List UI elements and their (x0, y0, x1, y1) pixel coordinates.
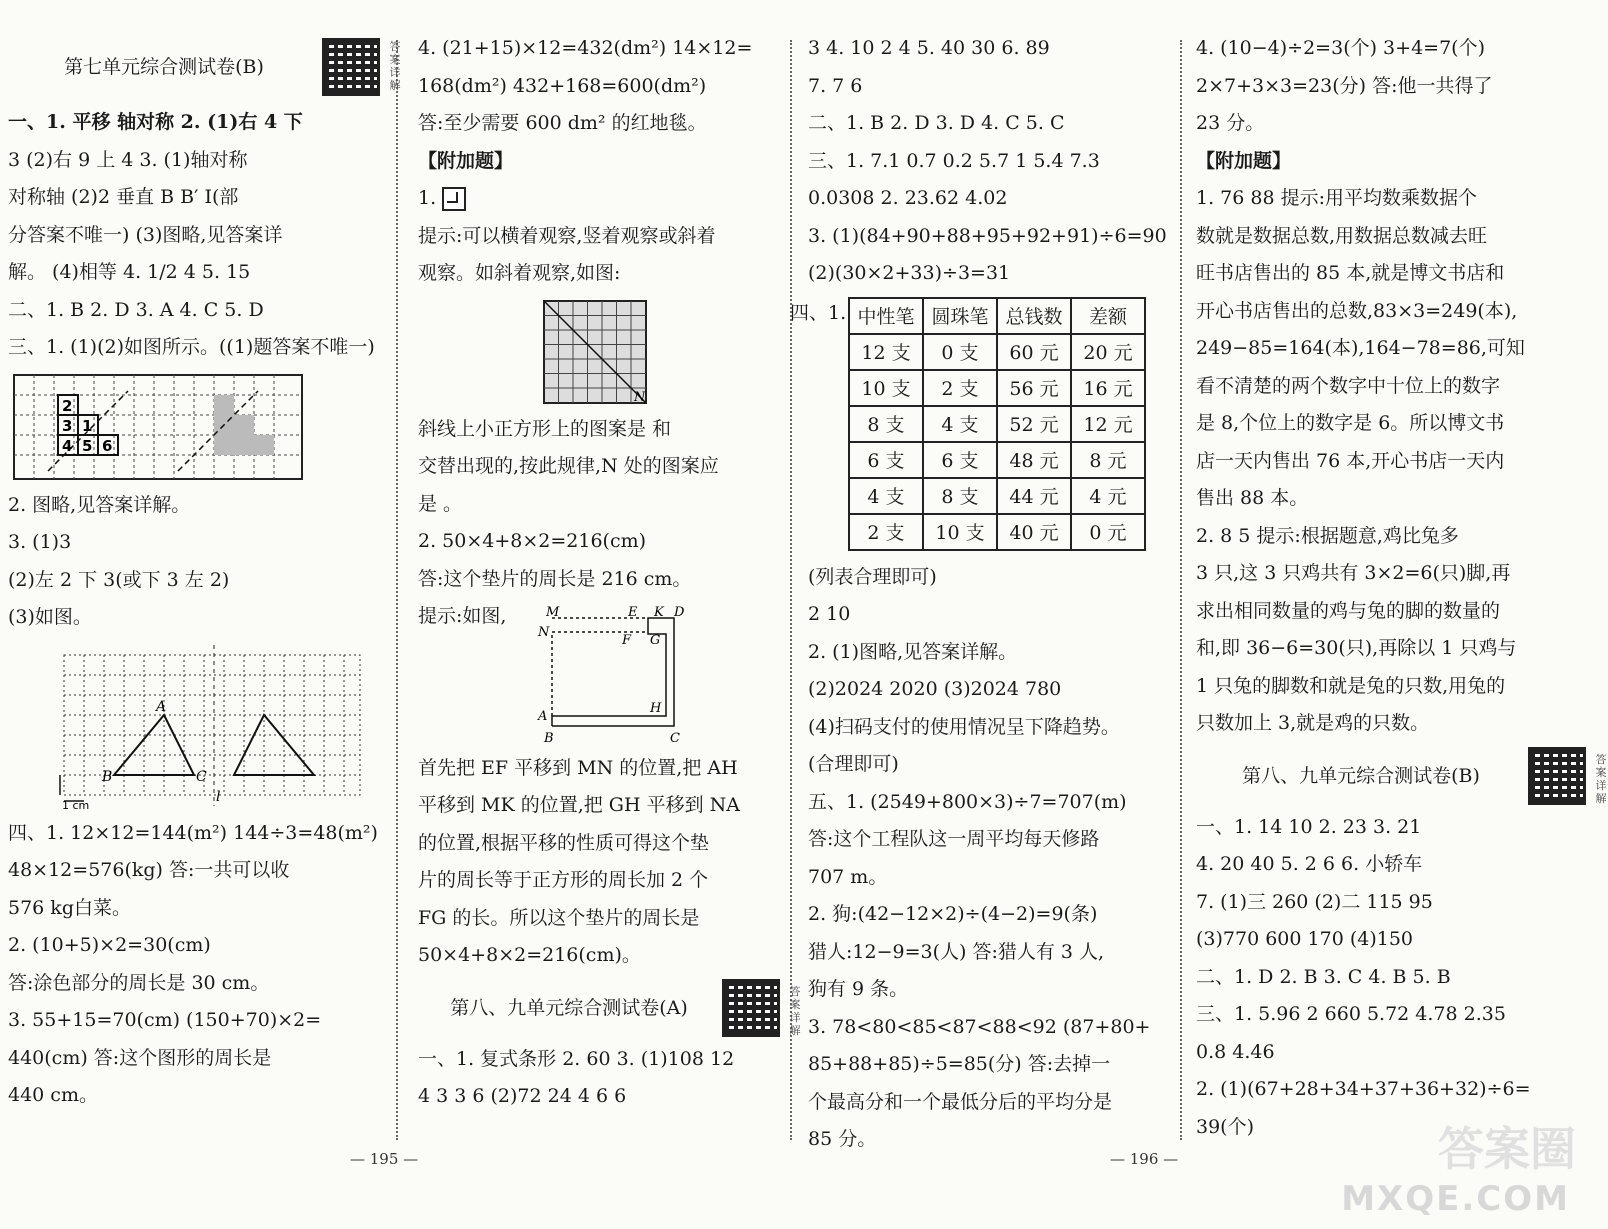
answer-line: 2. 图略,见答案详解。 (8, 493, 191, 516)
table-cell: 2 支 (849, 514, 923, 550)
section-header (1196, 743, 1607, 809)
table-row (849, 478, 1145, 514)
answer-line: 3. (1)(84+90+88+95+92+91)÷6=90 (808, 224, 1167, 247)
pen-table-block (790, 297, 1180, 551)
answer-line: FG 的长。所以这个垫片的周长是 (418, 906, 700, 929)
point-label: G (650, 632, 661, 648)
answer-line: (4)扫码支付的使用情况呈下降趋势。 (808, 715, 1120, 738)
answer-line: 店一天内售出 76 本,开心书店一天内 (1196, 449, 1505, 472)
table-cell: 16 元 (1071, 370, 1145, 406)
unit-label: 1 cm (62, 798, 90, 812)
grid-label: N (634, 389, 646, 405)
answer-line: 3 (2)右 9 上 4 3. (1)轴对称 (8, 148, 248, 171)
answer-line: 二、1. B 2. D 3. A 4. C 5. D (8, 298, 264, 321)
answer-line: (2)(30×2+33)÷3=31 (808, 262, 1011, 284)
table-cell: 10 支 (849, 370, 923, 406)
section-title: 第八、九单元综合测试卷(B) (1242, 764, 1480, 787)
vertex-label: C (196, 768, 207, 785)
answer-line: 4. (10−4)÷2=3(个) 3+4=7(个) (1196, 37, 1485, 59)
answer-line: 求出相同数量的鸡与兔的脚的数量的 (1196, 599, 1501, 622)
qr-code-icon[interactable] (722, 979, 780, 1037)
point-label: D (674, 604, 685, 620)
pen-table (848, 297, 1146, 551)
grid-label: 2 (62, 396, 73, 415)
answer-line: 576 kg白菜。 (8, 896, 131, 919)
answer-line: 39(个) (1196, 1115, 1255, 1138)
vertex-label: A (156, 698, 167, 715)
answer-line: 0.0308 2. 23.62 4.02 (808, 187, 1008, 209)
section-title: 第八、九单元综合测试卷(A) (450, 996, 688, 1019)
answer-line: 2. (1)图略,见答案详解。 (808, 640, 1018, 663)
answer-line: 48×12=576(kg) 答:一共可以收 (8, 859, 290, 881)
point-label: E (628, 604, 638, 620)
section-title: 第七单元综合测试卷(B) (64, 56, 264, 78)
point-label: H (650, 700, 662, 716)
table-cell: 2 支 (923, 370, 997, 406)
grid-figure-triangles (8, 641, 378, 811)
bonus-heading: 【附加题】 (1196, 149, 1292, 172)
answer-line: 2. 狗:(42−12×2)÷(4−2)=9(条) (808, 903, 1098, 925)
column-1 (8, 30, 401, 1115)
table-cell: 4 元 (1071, 478, 1145, 514)
answer-line: 片的周长等于正方形的周长加 2 个 (418, 869, 709, 891)
answer-line: (3)770 600 170 (4)150 (1196, 928, 1414, 950)
answer-line: 2. (1)(67+28+34+37+36+32)÷6= (1196, 1078, 1531, 1100)
table-cell: 60 元 (997, 334, 1071, 370)
table-cell: 4 支 (849, 478, 923, 514)
answer-line: 三、1. (1)(2)如图所示。((1)题答案不唯一) (8, 336, 375, 358)
grid-label: 5 (82, 436, 93, 455)
column-3 (790, 30, 1180, 1159)
answer-line: 23 分。 (1196, 112, 1265, 134)
answer-line: 和,即 36−6=30(只),再除以 1 只鸡与 (1196, 637, 1517, 659)
table-header: 圆珠笔 (923, 298, 997, 334)
table-cell: 0 支 (923, 334, 997, 370)
answer-line: 解。 (4)相等 4. 1/2 4 5. 15 (8, 261, 251, 283)
answer-line: 三、1. 7.1 0.7 0.2 5.7 1 5.4 7.3 (808, 149, 1100, 172)
column-divider (396, 40, 398, 1140)
answer-line: 售出 88 本。 (1196, 487, 1309, 509)
table-row (849, 334, 1145, 370)
page-number-left: — 195 — (350, 1150, 419, 1168)
answer-line: 提示:如图, (418, 605, 507, 627)
table-cell: 0 元 (1071, 514, 1145, 550)
table-row (849, 442, 1145, 478)
table-cell: 6 支 (923, 442, 997, 478)
table-cell: 40 元 (997, 514, 1071, 550)
answer-line: 3 4. 10 2 4 5. 40 30 6. 89 (808, 37, 1050, 59)
answer-line: 分答案不唯一) (3)图略,见答案详 (8, 223, 283, 246)
answer-line: 4 3 3 6 (2)72 24 4 6 6 (418, 1085, 627, 1107)
table-cell: 8 元 (1071, 442, 1145, 478)
answer-line: 答:涂色部分的周长是 30 cm。 (8, 971, 270, 994)
point-label: C (670, 730, 680, 746)
grid-label: 4 (62, 436, 73, 455)
answer-line: 440(cm) 答:这个图形的周长是 (8, 1046, 272, 1069)
table-header: 中性笔 (849, 298, 923, 334)
answer-line: 首先把 EF 平移到 MN 的位置,把 AH (418, 756, 738, 779)
table-cell: 6 支 (849, 442, 923, 478)
table-cell: 10 支 (923, 514, 997, 550)
answer-line: 五、1. (2549+800×3)÷7=707(m) (808, 790, 1127, 813)
answer-line: 斜线上小正方形上的图案是 和 (418, 417, 672, 440)
table-header: 总钱数 (997, 298, 1071, 334)
table-cell: 12 支 (849, 334, 923, 370)
table-cell: 4 支 (923, 406, 997, 442)
table-row (849, 514, 1145, 550)
answer-line: 交替出现的,按此规律,N 处的图案应 (418, 455, 719, 477)
table-prefix: 四、1. (790, 301, 847, 324)
answer-line: 个最高分和一个最低分后的平均分是 (808, 1090, 1113, 1113)
answer-line: 答:这个工程队这一周平均每天修路 (808, 828, 1100, 850)
tile-pattern-icon (442, 187, 466, 211)
answer-line: 2. 8 5 提示:根据题意,鸡比兔多 (1196, 524, 1459, 547)
answer-line: 85+88+85)÷5=85(分) 答:去掉一 (808, 1053, 1111, 1075)
answer-line: (2)2024 2020 (3)2024 780 (808, 678, 1062, 700)
answer-line: 三、1. 5.96 2 660 5.72 4.78 2.35 (1196, 1003, 1506, 1025)
answer-line: 3. 55+15=70(cm) (150+70)×2= (8, 1009, 322, 1031)
answer-line: 猎人:12−9=3(人) 答:猎人有 3 人, (808, 940, 1105, 963)
answer-line: 是 8,个位上的数字是 6。所以博文书 (1196, 412, 1505, 434)
answer-line: 数就是数据总数,用数据总数减去旺 (1196, 224, 1488, 247)
answer-line (418, 180, 780, 218)
answer-line: 平移到 MK 的位置,把 GH 平移到 NA (418, 794, 740, 816)
table-cell: 52 元 (997, 406, 1071, 442)
section-header (418, 975, 801, 1041)
qr-code-icon[interactable] (322, 38, 380, 96)
answer-line: 二、1. D 2. B 3. C 4. B 5. B (1196, 965, 1451, 988)
answer-line: 4. (21+15)×12=432(dm²) 14×12= (418, 37, 753, 59)
table-cell: 8 支 (849, 406, 923, 442)
watermark-text: MXQE.COM (1341, 1179, 1570, 1219)
answer-line: 观察。如斜着观察,如图: (418, 262, 621, 284)
grid-figure-symmetry (8, 371, 308, 483)
answer-line: 1. 76 88 提示:用平均数乘数据个 (1196, 187, 1478, 209)
table-cell: 48 元 (997, 442, 1071, 478)
axis-label: l (216, 788, 221, 805)
answer-line: 249−85=164(本),164−78=86,可知 (1196, 337, 1525, 359)
answer-line: (3)如图。 (8, 606, 92, 628)
grid-label: 3 (62, 416, 73, 435)
table-cell: 12 元 (1071, 406, 1145, 442)
column-4 (1196, 30, 1607, 1146)
answer-line: 2 10 (808, 603, 851, 625)
answer-line: 提示:可以横着观察,竖着观察或斜着 (418, 224, 716, 247)
answer-line: 一、1. 平移 轴对称 2. (1)右 4 下 (8, 111, 303, 133)
answer-line: 1 只兔的脚数和就是兔的只数,用兔的 (1196, 674, 1506, 697)
answer-line: 7. (1)三 260 (2)二 115 95 (1196, 890, 1433, 913)
point-label: B (544, 730, 554, 746)
answer-line: (合理即可) (808, 753, 899, 775)
table-cell: 20 元 (1071, 334, 1145, 370)
pattern-grid-figure (418, 297, 780, 407)
point-label: F (622, 632, 632, 648)
answer-line: 4. 20 40 5. 2 6 6. 小轿车 (1196, 853, 1423, 875)
answer-line: 2. 50×4+8×2=216(cm) (418, 530, 647, 552)
answer-line: (2)左 2 下 3(或下 3 左 2) (8, 568, 230, 591)
answer-line: 开心书店售出的总数,83×3=249(本), (1196, 299, 1518, 322)
answer-line: 答:至少需要 600 dm² 的红地毯。 (418, 112, 707, 134)
answer-line: 一、1. 14 10 2. 23 3. 21 (1196, 815, 1422, 838)
answer-line: 85 分。 (808, 1128, 877, 1150)
table-row (849, 406, 1145, 442)
answer-line: 0.8 4.46 (1196, 1040, 1275, 1063)
answer-line: 只数加上 3,就是鸡的只数。 (1196, 712, 1430, 734)
answer-line: 一、1. 复式条形 2. 60 3. (1)108 12 (418, 1047, 735, 1070)
answer-line: 2×7+3×3=23(分) 答:他一共得了 (1196, 74, 1493, 97)
answer-line: 是 。 (418, 492, 463, 515)
point-label: M (546, 604, 560, 620)
qr-label: 答案详解 (789, 984, 801, 1037)
answer-line: 2. (10+5)×2=30(cm) (8, 934, 211, 956)
answer-line: 答:这个垫片的周长是 216 cm。 (418, 567, 692, 590)
answer-line: 7. 7 6 (808, 74, 863, 97)
answer-line: 四、1. 12×12=144(m²) 144÷3=48(m²) (8, 821, 378, 844)
column-divider (790, 40, 792, 1140)
table-header: 差额 (1071, 298, 1145, 334)
answer-line: 旺书店售出的 85 本,就是博文书店和 (1196, 262, 1505, 284)
bonus-heading: 【附加题】 (418, 149, 514, 172)
table-cell: 8 支 (923, 478, 997, 514)
watermark-logo: 答案圈 (1438, 1122, 1576, 1176)
answer-line: 看不清楚的两个数字中十位上的数字 (1196, 374, 1501, 397)
answer-line: 3. (1)3 (8, 531, 72, 553)
grid-label: 6 (102, 436, 113, 455)
answer-line: 3. 78<80<85<87<88<92 (87+80+ (808, 1015, 1151, 1038)
page-number-right: — 196 — (1110, 1150, 1179, 1168)
answer-line: 的位置,根据平移的性质可得这个垫 (418, 831, 710, 854)
answer-line: (列表合理即可) (808, 565, 937, 588)
answer-line: 二、1. B 2. D 3. D 4. C 5. C (808, 112, 1065, 134)
point-label: K (654, 604, 664, 620)
point-label: N (538, 624, 550, 640)
qr-label: 答案详解 (389, 40, 401, 92)
vertex-label: B (102, 768, 113, 785)
answer-line: 3 只,这 3 只鸡共有 3×2=6(只)脚,再 (1196, 562, 1511, 584)
table-cell: 56 元 (997, 370, 1071, 406)
table-cell: 44 元 (997, 478, 1071, 514)
qr-label: 答案详解 (1595, 752, 1607, 805)
column-2 (418, 30, 801, 1116)
answer-number: 1. (418, 187, 437, 209)
answer-line: 168(dm²) 432+168=600(dm²) (418, 74, 707, 97)
grid-label: 1 (82, 416, 93, 435)
answer-line: 707 m。 (808, 865, 888, 888)
answer-line: 狗有 9 条。 (808, 978, 909, 1000)
column-divider (1180, 40, 1182, 1140)
point-label: A (538, 708, 548, 724)
answer-line: 440 cm。 (8, 1084, 98, 1106)
qr-code-icon[interactable] (1528, 747, 1586, 805)
section-header (8, 30, 401, 104)
table-row (849, 370, 1145, 406)
answer-line: 50×4+8×2=216(cm)。 (418, 944, 641, 966)
answer-line: 对称轴 (2)2 垂直 B B′ I(部 (8, 186, 239, 208)
